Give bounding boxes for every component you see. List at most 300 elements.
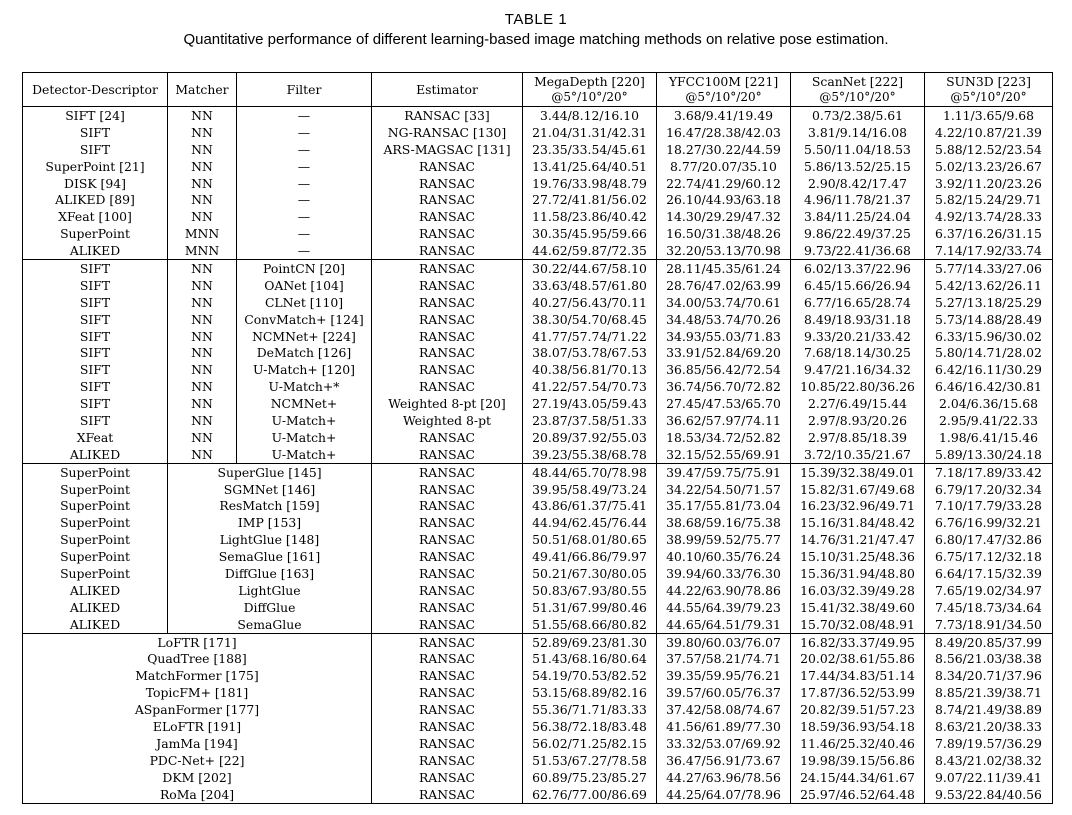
detector-cell: SIFT [24] xyxy=(23,107,168,124)
estimator-cell: RANSAC xyxy=(372,429,523,446)
megadepth-cell: 50.51/68.01/80.65 xyxy=(523,531,657,548)
detector-cell: SuperPoint xyxy=(23,463,168,480)
sun3d-cell: 6.79/17.20/32.34 xyxy=(925,481,1053,498)
table-row xyxy=(23,684,1053,701)
estimator-cell: RANSAC xyxy=(372,769,523,786)
table-row xyxy=(23,565,1053,582)
scannet-cell: 18.59/36.93/54.18 xyxy=(791,718,925,735)
megadepth-cell: 23.87/37.58/51.33 xyxy=(523,412,657,429)
method-cell: PDC-Net+ [22] xyxy=(23,752,372,769)
megadepth-cell: 27.19/43.05/59.43 xyxy=(523,395,657,412)
matcher-cell: NN xyxy=(168,260,237,277)
table-row xyxy=(23,225,1053,242)
yfcc100m-cell: 39.80/60.03/76.07 xyxy=(657,633,791,650)
detector-cell: SIFT xyxy=(23,260,168,277)
sun3d-cell: 9.07/22.11/39.41 xyxy=(925,769,1053,786)
scannet-cell: 5.50/11.04/18.53 xyxy=(791,141,925,158)
scannet-cell: 16.23/32.96/49.71 xyxy=(791,497,925,514)
filter-cell: ConvMatch+ [124] xyxy=(237,311,372,328)
table-body xyxy=(23,107,1053,804)
filter-cell: — xyxy=(237,208,372,225)
matcher-filter-cell: LightGlue [148] xyxy=(168,531,372,548)
filter-cell: U-Match+ xyxy=(237,429,372,446)
yfcc100m-cell: 40.10/60.35/76.24 xyxy=(657,548,791,565)
scannet-cell: 8.49/18.93/31.18 xyxy=(791,311,925,328)
estimator-cell: RANSAC xyxy=(372,225,523,242)
yfcc100m-cell: 44.25/64.07/78.96 xyxy=(657,786,791,803)
header-sun3d: SUN3D [223] xyxy=(925,73,1053,90)
estimator-cell: RANSAC xyxy=(372,735,523,752)
scannet-cell: 3.84/11.25/24.04 xyxy=(791,208,925,225)
detector-cell: SuperPoint xyxy=(23,514,168,531)
estimator-cell: RANSAC xyxy=(372,158,523,175)
estimator-cell: RANSAC xyxy=(372,344,523,361)
detector-cell: SuperPoint xyxy=(23,225,168,242)
header-estimator: Estimator xyxy=(372,73,523,107)
method-cell: MatchFormer [175] xyxy=(23,667,372,684)
megadepth-cell: 55.36/71.71/83.33 xyxy=(523,701,657,718)
megadepth-cell: 51.43/68.16/80.64 xyxy=(523,651,657,668)
matcher-cell: NN xyxy=(168,124,237,141)
estimator-cell: NG-RANSAC [130] xyxy=(372,124,523,141)
filter-cell: — xyxy=(237,175,372,192)
scannet-cell: 6.45/15.66/26.94 xyxy=(791,277,925,294)
megadepth-cell: 3.44/8.12/16.10 xyxy=(523,107,657,124)
header-yfcc100m: YFCC100M [221] xyxy=(657,73,791,90)
estimator-cell: RANSAC xyxy=(372,311,523,328)
scannet-cell: 15.10/31.25/48.36 xyxy=(791,548,925,565)
estimator-cell: RANSAC xyxy=(372,242,523,259)
method-cell: ELoFTR [191] xyxy=(23,718,372,735)
megadepth-cell: 51.53/67.27/78.58 xyxy=(523,752,657,769)
method-cell: LoFTR [171] xyxy=(23,633,372,650)
detector-cell: SIFT xyxy=(23,344,168,361)
table-row xyxy=(23,361,1053,378)
detector-cell: SuperPoint xyxy=(23,565,168,582)
megadepth-cell: 44.62/59.87/72.35 xyxy=(523,242,657,259)
matcher-cell: NN xyxy=(168,446,237,463)
filter-cell: NCMNet+ [224] xyxy=(237,328,372,345)
scannet-cell: 7.68/18.14/30.25 xyxy=(791,344,925,361)
matcher-cell: MNN xyxy=(168,225,237,242)
sun3d-cell: 2.95/9.41/22.33 xyxy=(925,412,1053,429)
megadepth-cell: 11.58/23.86/40.42 xyxy=(523,208,657,225)
estimator-cell: RANSAC xyxy=(372,718,523,735)
subheader-angles: @5°/10°/20° xyxy=(657,90,791,107)
sun3d-cell: 7.73/18.91/34.50 xyxy=(925,616,1053,633)
matcher-cell: NN xyxy=(168,412,237,429)
megadepth-cell: 51.31/67.99/80.46 xyxy=(523,599,657,616)
yfcc100m-cell: 34.93/55.03/71.83 xyxy=(657,328,791,345)
sun3d-cell: 5.27/13.18/25.29 xyxy=(925,294,1053,311)
estimator-cell: RANSAC xyxy=(372,294,523,311)
filter-cell: — xyxy=(237,124,372,141)
yfcc100m-cell: 38.68/59.16/75.38 xyxy=(657,514,791,531)
sun3d-cell: 2.04/6.36/15.68 xyxy=(925,395,1053,412)
scannet-cell: 4.96/11.78/21.37 xyxy=(791,191,925,208)
estimator-cell: Weighted 8-pt [20] xyxy=(372,395,523,412)
table-row xyxy=(23,141,1053,158)
yfcc100m-cell: 41.56/61.89/77.30 xyxy=(657,718,791,735)
subheader-angles: @5°/10°/20° xyxy=(791,90,925,107)
table-row xyxy=(23,242,1053,259)
filter-cell: OANet [104] xyxy=(237,277,372,294)
estimator-cell: RANSAC xyxy=(372,667,523,684)
estimator-cell: RANSAC xyxy=(372,633,523,650)
megadepth-cell: 38.30/54.70/68.45 xyxy=(523,311,657,328)
matcher-filter-cell: SemaGlue [161] xyxy=(168,548,372,565)
yfcc100m-cell: 18.53/34.72/52.82 xyxy=(657,429,791,446)
yfcc100m-cell: 16.50/31.38/48.26 xyxy=(657,225,791,242)
megadepth-cell: 60.89/75.23/85.27 xyxy=(523,769,657,786)
sun3d-cell: 8.49/20.85/37.99 xyxy=(925,633,1053,650)
yfcc100m-cell: 34.48/53.74/70.26 xyxy=(657,311,791,328)
matcher-cell: NN xyxy=(168,175,237,192)
detector-cell: ALIKED [89] xyxy=(23,191,168,208)
megadepth-cell: 38.07/53.78/67.53 xyxy=(523,344,657,361)
matcher-cell: NN xyxy=(168,378,237,395)
yfcc100m-cell: 39.94/60.33/76.30 xyxy=(657,565,791,582)
filter-cell: U-Match+ [120] xyxy=(237,361,372,378)
yfcc100m-cell: 39.57/60.05/76.37 xyxy=(657,684,791,701)
estimator-cell: RANSAC xyxy=(372,752,523,769)
table-row xyxy=(23,378,1053,395)
table-row xyxy=(23,277,1053,294)
method-cell: TopicFM+ [181] xyxy=(23,684,372,701)
megadepth-cell: 27.72/41.81/56.02 xyxy=(523,191,657,208)
matcher-cell: NN xyxy=(168,361,237,378)
matcher-cell: NN xyxy=(168,158,237,175)
detector-cell: SIFT xyxy=(23,378,168,395)
detector-cell: SIFT xyxy=(23,395,168,412)
yfcc100m-cell: 34.00/53.74/70.61 xyxy=(657,294,791,311)
sun3d-cell: 1.98/6.41/15.46 xyxy=(925,429,1053,446)
detector-cell: SIFT xyxy=(23,277,168,294)
estimator-cell: RANSAC xyxy=(372,277,523,294)
detector-cell: SuperPoint xyxy=(23,548,168,565)
detector-cell: SuperPoint xyxy=(23,481,168,498)
matcher-cell: NN xyxy=(168,311,237,328)
megadepth-cell: 41.22/57.54/70.73 xyxy=(523,378,657,395)
scannet-cell: 9.47/21.16/34.32 xyxy=(791,361,925,378)
scannet-cell: 2.27/6.49/15.44 xyxy=(791,395,925,412)
estimator-cell: ARS-MAGSAC [131] xyxy=(372,141,523,158)
yfcc100m-cell: 8.77/20.07/35.10 xyxy=(657,158,791,175)
sun3d-cell: 8.56/21.03/38.38 xyxy=(925,651,1053,668)
yfcc100m-cell: 39.47/59.75/75.91 xyxy=(657,463,791,480)
estimator-cell: RANSAC xyxy=(372,514,523,531)
detector-cell: SIFT xyxy=(23,141,168,158)
matcher-cell: NN xyxy=(168,344,237,361)
sun3d-cell: 5.42/13.62/26.11 xyxy=(925,277,1053,294)
estimator-cell: RANSAC xyxy=(372,175,523,192)
estimator-cell: RANSAC xyxy=(372,481,523,498)
scannet-cell: 20.02/38.61/55.86 xyxy=(791,651,925,668)
megadepth-cell: 30.35/45.95/59.66 xyxy=(523,225,657,242)
scannet-cell: 9.33/20.21/33.42 xyxy=(791,328,925,345)
filter-cell: PointCN [20] xyxy=(237,260,372,277)
estimator-cell: RANSAC xyxy=(372,260,523,277)
scannet-cell: 15.41/32.38/49.60 xyxy=(791,599,925,616)
filter-cell: — xyxy=(237,107,372,124)
table-row xyxy=(23,107,1053,124)
filter-cell: — xyxy=(237,141,372,158)
yfcc100m-cell: 44.22/63.90/78.86 xyxy=(657,582,791,599)
filter-cell: — xyxy=(237,225,372,242)
table-row xyxy=(23,260,1053,277)
table-row xyxy=(23,582,1053,599)
scannet-cell: 17.87/36.52/53.99 xyxy=(791,684,925,701)
megadepth-cell: 52.89/69.23/81.30 xyxy=(523,633,657,650)
yfcc100m-cell: 27.45/47.53/65.70 xyxy=(657,395,791,412)
sun3d-cell: 6.76/16.99/32.21 xyxy=(925,514,1053,531)
table-row xyxy=(23,395,1053,412)
table-row xyxy=(23,701,1053,718)
matcher-cell: NN xyxy=(168,294,237,311)
matcher-filter-cell: SGMNet [146] xyxy=(168,481,372,498)
estimator-cell: RANSAC xyxy=(372,616,523,633)
yfcc100m-cell: 36.47/56.91/73.67 xyxy=(657,752,791,769)
estimator-cell: RANSAC [33] xyxy=(372,107,523,124)
scannet-cell: 15.70/32.08/48.91 xyxy=(791,616,925,633)
scannet-cell: 2.90/8.42/17.47 xyxy=(791,175,925,192)
yfcc100m-cell: 36.85/56.42/72.54 xyxy=(657,361,791,378)
sun3d-cell: 9.53/22.84/40.56 xyxy=(925,786,1053,803)
detector-cell: SuperPoint xyxy=(23,531,168,548)
header-detector: Detector-Descriptor xyxy=(23,73,168,107)
megadepth-cell: 19.76/33.98/48.79 xyxy=(523,175,657,192)
sun3d-cell: 5.02/13.23/26.67 xyxy=(925,158,1053,175)
table-row xyxy=(23,311,1053,328)
matcher-cell: NN xyxy=(168,429,237,446)
filter-cell: U-Match+* xyxy=(237,378,372,395)
matcher-cell: NN xyxy=(168,277,237,294)
detector-cell: SuperPoint xyxy=(23,497,168,514)
megadepth-cell: 50.21/67.30/80.05 xyxy=(523,565,657,582)
megadepth-cell: 21.04/31.31/42.31 xyxy=(523,124,657,141)
table-row xyxy=(23,481,1053,498)
scannet-cell: 3.72/10.35/21.67 xyxy=(791,446,925,463)
scannet-cell: 19.98/39.15/56.86 xyxy=(791,752,925,769)
scannet-cell: 0.73/2.38/5.61 xyxy=(791,107,925,124)
table-title: TABLE 1 xyxy=(504,11,568,28)
sun3d-cell: 7.18/17.89/33.42 xyxy=(925,463,1053,480)
table-row xyxy=(23,651,1053,668)
scannet-cell: 6.02/13.37/22.96 xyxy=(791,260,925,277)
detector-cell: ALIKED xyxy=(23,242,168,259)
yfcc100m-cell: 33.32/53.07/69.92 xyxy=(657,735,791,752)
scannet-cell: 15.16/31.84/48.42 xyxy=(791,514,925,531)
estimator-cell: RANSAC xyxy=(372,191,523,208)
matcher-cell: NN xyxy=(168,395,237,412)
filter-cell: — xyxy=(237,191,372,208)
yfcc100m-cell: 37.42/58.08/74.67 xyxy=(657,701,791,718)
yfcc100m-cell: 28.76/47.02/63.99 xyxy=(657,277,791,294)
table-row xyxy=(23,769,1053,786)
sun3d-cell: 6.42/16.11/30.29 xyxy=(925,361,1053,378)
estimator-cell: RANSAC xyxy=(372,446,523,463)
filter-cell: U-Match+ xyxy=(237,446,372,463)
scannet-cell: 16.03/32.39/49.28 xyxy=(791,582,925,599)
sun3d-cell: 7.14/17.92/33.74 xyxy=(925,242,1053,259)
scannet-cell: 9.73/22.41/36.68 xyxy=(791,242,925,259)
filter-cell: — xyxy=(237,242,372,259)
estimator-cell: RANSAC xyxy=(372,497,523,514)
megadepth-cell: 40.38/56.81/70.13 xyxy=(523,361,657,378)
detector-cell: DISK [94] xyxy=(23,175,168,192)
subheader-angles: @5°/10°/20° xyxy=(523,90,657,107)
sun3d-cell: 7.65/19.02/34.97 xyxy=(925,582,1053,599)
yfcc100m-cell: 16.47/28.38/42.03 xyxy=(657,124,791,141)
method-cell: JamMa [194] xyxy=(23,735,372,752)
megadepth-cell: 56.02/71.25/82.15 xyxy=(523,735,657,752)
megadepth-cell: 30.22/44.67/58.10 xyxy=(523,260,657,277)
matcher-cell: NN xyxy=(168,141,237,158)
table-row xyxy=(23,633,1053,650)
scannet-cell: 15.36/31.94/48.80 xyxy=(791,565,925,582)
sun3d-cell: 6.46/16.42/30.81 xyxy=(925,378,1053,395)
yfcc100m-cell: 44.55/64.39/79.23 xyxy=(657,599,791,616)
table-row xyxy=(23,718,1053,735)
header-scannet: ScanNet [222] xyxy=(791,73,925,90)
scannet-cell: 20.82/39.51/57.23 xyxy=(791,701,925,718)
scannet-cell: 2.97/8.93/20.26 xyxy=(791,412,925,429)
megadepth-cell: 53.15/68.89/82.16 xyxy=(523,684,657,701)
estimator-cell: RANSAC xyxy=(372,701,523,718)
yfcc100m-cell: 44.27/63.96/78.56 xyxy=(657,769,791,786)
table-row xyxy=(23,294,1053,311)
table-row xyxy=(23,191,1053,208)
yfcc100m-cell: 18.27/30.22/44.59 xyxy=(657,141,791,158)
yfcc100m-cell: 39.35/59.95/76.21 xyxy=(657,667,791,684)
megadepth-cell: 62.76/77.00/86.69 xyxy=(523,786,657,803)
estimator-cell: RANSAC xyxy=(372,599,523,616)
table-row xyxy=(23,531,1053,548)
sun3d-cell: 7.10/17.79/33.28 xyxy=(925,497,1053,514)
estimator-cell: RANSAC xyxy=(372,684,523,701)
sun3d-cell: 8.74/21.49/38.89 xyxy=(925,701,1053,718)
sun3d-cell: 4.22/10.87/21.39 xyxy=(925,124,1053,141)
yfcc100m-cell: 44.65/64.51/79.31 xyxy=(657,616,791,633)
header-filter: Filter xyxy=(237,73,372,107)
detector-cell: SIFT xyxy=(23,311,168,328)
sun3d-cell: 5.82/15.24/29.71 xyxy=(925,191,1053,208)
yfcc100m-cell: 3.68/9.41/19.49 xyxy=(657,107,791,124)
scannet-cell: 6.77/16.65/28.74 xyxy=(791,294,925,311)
table-row xyxy=(23,158,1053,175)
yfcc100m-cell: 38.99/59.52/75.77 xyxy=(657,531,791,548)
table-row xyxy=(23,344,1053,361)
estimator-cell: RANSAC xyxy=(372,531,523,548)
table-row xyxy=(23,463,1053,480)
megadepth-cell: 39.95/58.49/73.24 xyxy=(523,481,657,498)
matcher-cell: NN xyxy=(168,191,237,208)
matcher-filter-cell: SuperGlue [145] xyxy=(168,463,372,480)
sun3d-cell: 8.34/20.71/37.96 xyxy=(925,667,1053,684)
yfcc100m-cell: 32.20/53.13/70.98 xyxy=(657,242,791,259)
megadepth-cell: 56.38/72.18/83.48 xyxy=(523,718,657,735)
header-megadepth: MegaDepth [220] xyxy=(523,73,657,90)
table-row xyxy=(23,667,1053,684)
sun3d-cell: 3.92/11.20/23.26 xyxy=(925,175,1053,192)
matcher-filter-cell: ResMatch [159] xyxy=(168,497,372,514)
detector-cell: SIFT xyxy=(23,328,168,345)
megadepth-cell: 49.41/66.86/79.97 xyxy=(523,548,657,565)
sun3d-cell: 8.63/21.20/38.33 xyxy=(925,718,1053,735)
estimator-cell: RANSAC xyxy=(372,361,523,378)
estimator-cell: RANSAC xyxy=(372,651,523,668)
table-row xyxy=(23,328,1053,345)
sun3d-cell: 6.33/15.96/30.02 xyxy=(925,328,1053,345)
megadepth-cell: 51.55/68.66/80.82 xyxy=(523,616,657,633)
estimator-cell: RANSAC xyxy=(372,328,523,345)
filter-cell: CLNet [110] xyxy=(237,294,372,311)
sun3d-cell: 1.11/3.65/9.68 xyxy=(925,107,1053,124)
table-row xyxy=(23,616,1053,633)
estimator-cell: RANSAC xyxy=(372,548,523,565)
scannet-cell: 16.82/33.37/49.95 xyxy=(791,633,925,650)
table-row xyxy=(23,752,1053,769)
sun3d-cell: 8.43/21.02/38.32 xyxy=(925,752,1053,769)
table-row xyxy=(23,208,1053,225)
estimator-cell: RANSAC xyxy=(372,208,523,225)
megadepth-cell: 44.94/62.45/76.44 xyxy=(523,514,657,531)
estimator-cell: RANSAC xyxy=(372,463,523,480)
scannet-cell: 17.44/34.83/51.14 xyxy=(791,667,925,684)
yfcc100m-cell: 36.74/56.70/72.82 xyxy=(657,378,791,395)
table-row xyxy=(23,175,1053,192)
yfcc100m-cell: 14.30/29.29/47.32 xyxy=(657,208,791,225)
table-row xyxy=(23,429,1053,446)
yfcc100m-cell: 28.11/45.35/61.24 xyxy=(657,260,791,277)
megadepth-cell: 41.77/57.74/71.22 xyxy=(523,328,657,345)
megadepth-cell: 23.35/33.54/45.61 xyxy=(523,141,657,158)
matcher-filter-cell: LightGlue xyxy=(168,582,372,599)
matcher-cell: NN xyxy=(168,208,237,225)
detector-cell: ALIKED xyxy=(23,616,168,633)
table-row xyxy=(23,124,1053,141)
scannet-cell: 14.76/31.21/47.47 xyxy=(791,531,925,548)
sun3d-cell: 6.80/17.47/32.86 xyxy=(925,531,1053,548)
yfcc100m-cell: 33.91/52.84/69.20 xyxy=(657,344,791,361)
sun3d-cell: 6.64/17.15/32.39 xyxy=(925,565,1053,582)
filter-cell: DeMatch [126] xyxy=(237,344,372,361)
estimator-cell: RANSAC xyxy=(372,582,523,599)
detector-cell: SuperPoint [21] xyxy=(23,158,168,175)
estimator-cell: RANSAC xyxy=(372,565,523,582)
table-row xyxy=(23,497,1053,514)
yfcc100m-cell: 32.15/52.55/69.91 xyxy=(657,446,791,463)
detector-cell: SIFT xyxy=(23,412,168,429)
estimator-cell: Weighted 8-pt xyxy=(372,412,523,429)
subheader-angles: @5°/10°/20° xyxy=(925,90,1053,107)
sun3d-cell: 8.85/21.39/38.71 xyxy=(925,684,1053,701)
scannet-cell: 11.46/25.32/40.46 xyxy=(791,735,925,752)
yfcc100m-cell: 37.57/58.21/74.71 xyxy=(657,651,791,668)
sun3d-cell: 4.92/13.74/28.33 xyxy=(925,208,1053,225)
detector-cell: ALIKED xyxy=(23,599,168,616)
matcher-cell: NN xyxy=(168,328,237,345)
filter-cell: — xyxy=(237,158,372,175)
estimator-cell: RANSAC xyxy=(372,378,523,395)
megadepth-cell: 50.83/67.93/80.55 xyxy=(523,582,657,599)
detector-cell: ALIKED xyxy=(23,446,168,463)
table-row xyxy=(23,548,1053,565)
results-table xyxy=(22,72,1053,804)
sun3d-cell: 5.80/14.71/28.02 xyxy=(925,344,1053,361)
megadepth-cell: 43.86/61.37/75.41 xyxy=(523,497,657,514)
method-cell: RoMa [204] xyxy=(23,786,372,803)
